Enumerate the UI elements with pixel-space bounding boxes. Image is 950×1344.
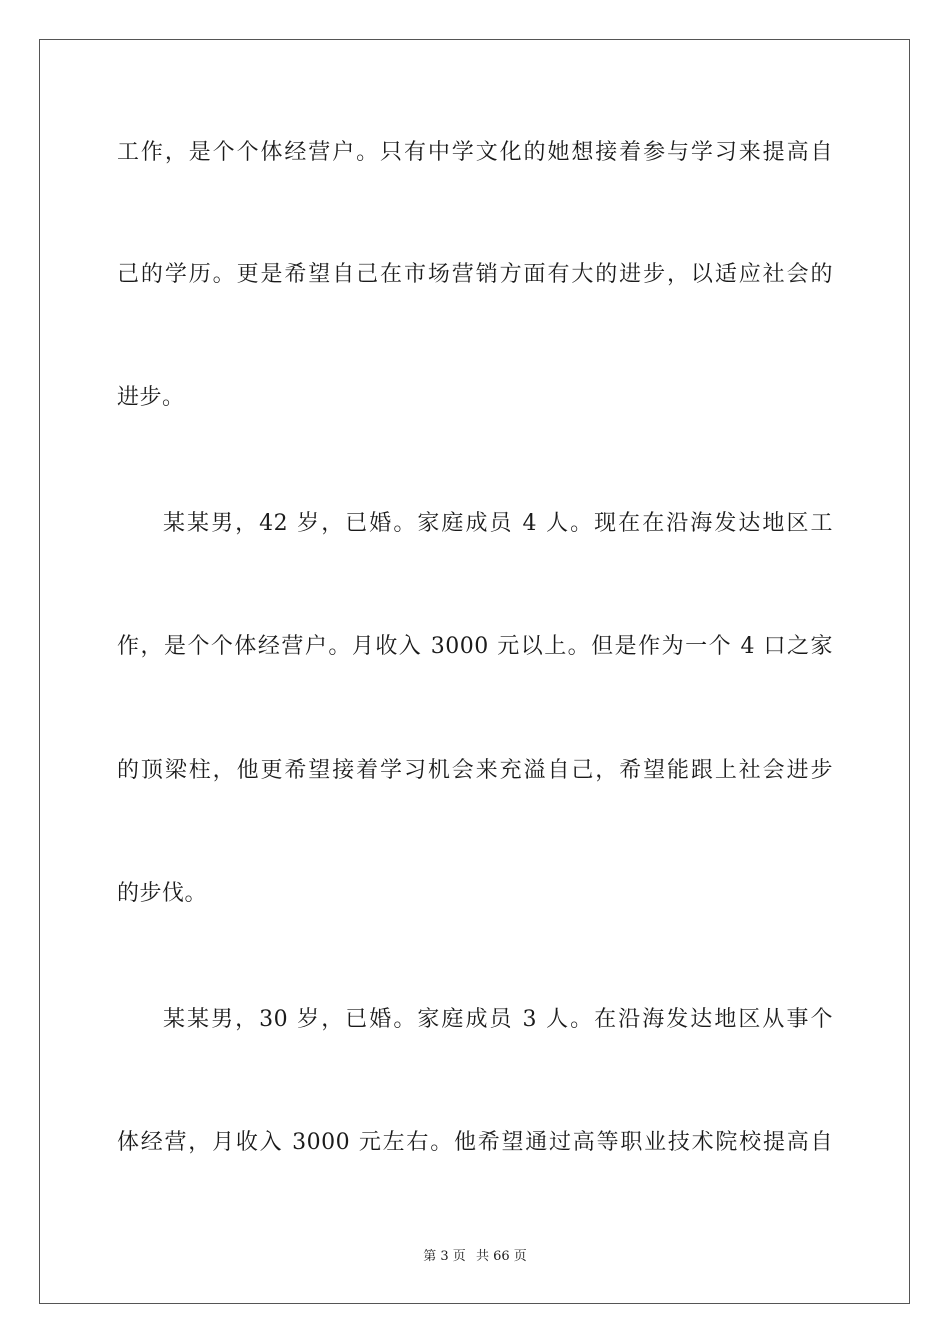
page-total: 共 66 页 xyxy=(475,1249,527,1264)
text-line-5: 作，是个个体经营户。月收入 3000 元以上。但是作为一个 4 口之家 xyxy=(117,634,833,659)
text-line-8: 某某男，30 岁，已婚。家庭成员 3 人。在沿海发达地区从事个 xyxy=(163,1007,833,1032)
text-line-6: 的顶梁柱，他更希望接着学习机会来充溢自己，希望能跟上社会进步 xyxy=(117,758,833,783)
text-line-2: 己的学历。更是希望自己在市场营销方面有大的进步，以适应社会的 xyxy=(117,262,833,287)
page-border xyxy=(39,39,910,1304)
page-footer xyxy=(0,1248,950,1266)
text-line-7: 的步伐。 xyxy=(117,881,208,906)
text-line-4: 某某男，42 岁，已婚。家庭成员 4 人。现在在沿海发达地区工 xyxy=(163,511,833,536)
text-line-3: 进步。 xyxy=(117,385,185,410)
text-line-9: 体经营，月收入 3000 元左右。他希望通过高等职业技术院校提高自 xyxy=(117,1130,833,1155)
text-line-1: 工作，是个个体经营户。只有中学文化的她想接着参与学习来提高自 xyxy=(117,140,833,165)
page-number: 第 3 页 xyxy=(423,1249,466,1264)
